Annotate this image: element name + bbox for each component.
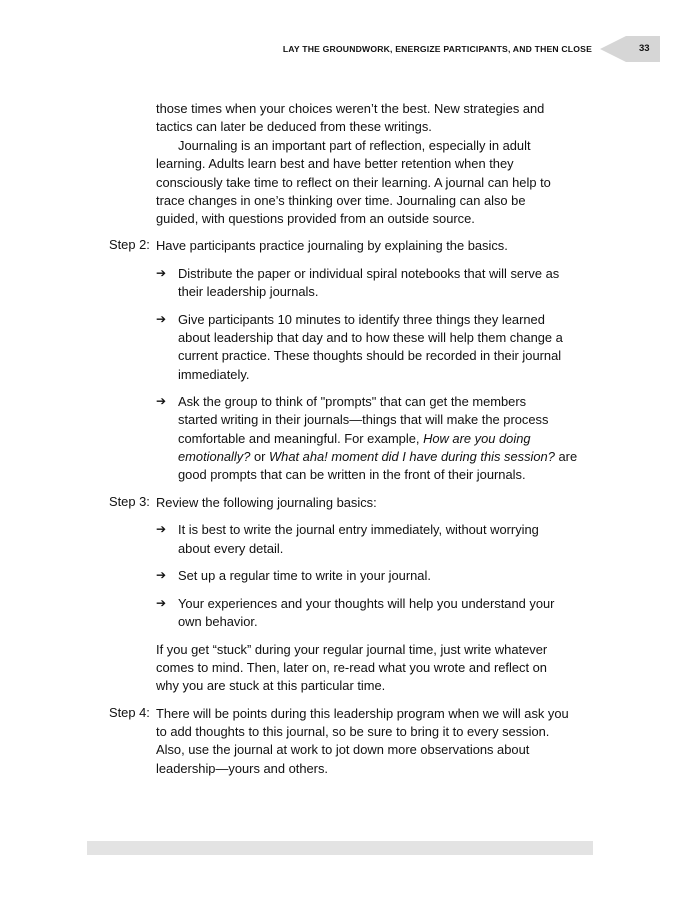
arrow-bullet-icon: ➔ [156, 394, 167, 408]
arrow-bullet-icon: ➔ [156, 596, 167, 610]
running-header: LAY THE GROUNDWORK, ENERGIZE PARTICIPANTS, AND THEN CLOSE [282, 44, 592, 54]
footer-bar [87, 841, 593, 855]
step-4-label: Step 4: [109, 705, 150, 720]
step-3-label: Step 3: [109, 494, 150, 509]
page-number-tab [600, 36, 660, 62]
arrow-bullet-icon: ➔ [156, 266, 167, 280]
step-2-text: Have participants practice journaling by explaining the basics. [156, 238, 508, 253]
step-3-text: Review the following journaling basics: [156, 495, 377, 510]
page-number: 33 [639, 43, 650, 54]
arrow-bullet-icon: ➔ [156, 568, 167, 582]
arrow-bullet-icon: ➔ [156, 312, 167, 326]
arrow-bullet-icon: ➔ [156, 522, 167, 536]
step-2-label: Step 2: [109, 237, 150, 252]
